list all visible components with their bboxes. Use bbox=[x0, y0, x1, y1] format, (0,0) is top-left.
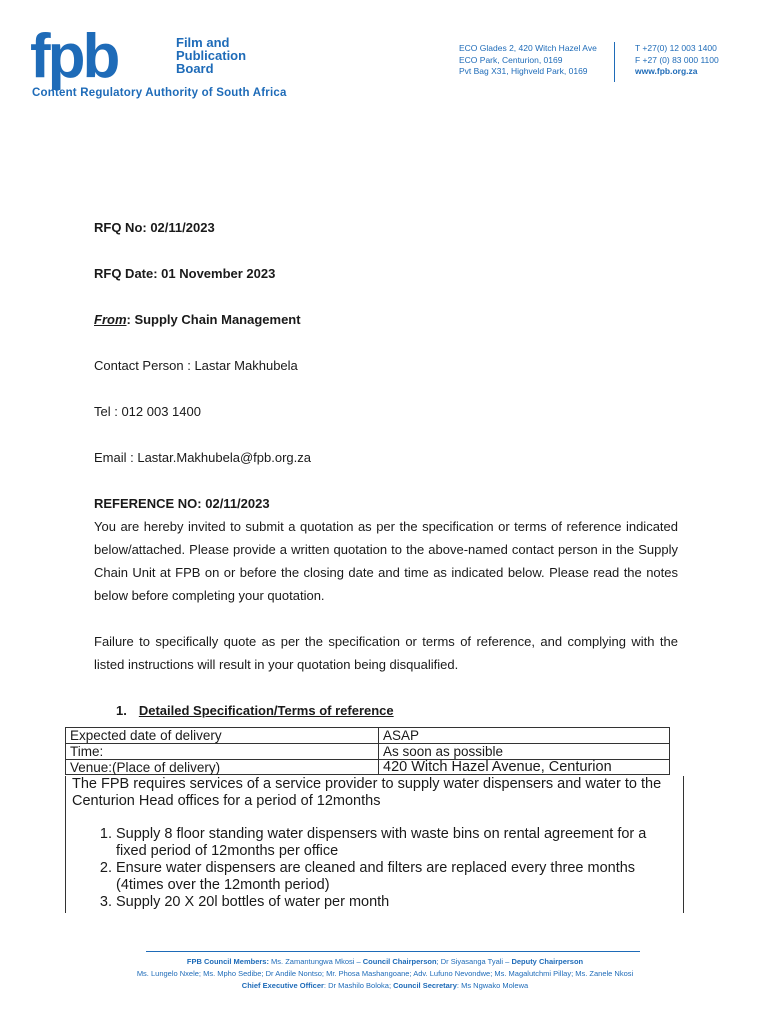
footer-role: Deputy Chairperson bbox=[511, 957, 584, 966]
footer-role: Council Chairperson bbox=[362, 957, 437, 966]
org-name-line: Film and bbox=[176, 35, 230, 50]
footer-text: : Ms Ngwako Molewa bbox=[456, 981, 529, 990]
table-row bbox=[65, 727, 670, 743]
footer-text: : Dr Mashilo Boloka; bbox=[323, 981, 394, 990]
table-cell-value: 420 Witch Hazel Avenue, Centurion bbox=[383, 759, 612, 775]
table-cell-value: As soon as possible bbox=[383, 744, 504, 759]
footer-role: Chief Executive Officer bbox=[241, 981, 324, 990]
header-divider bbox=[614, 42, 615, 82]
table-row bbox=[65, 743, 670, 759]
list-item: 3. Supply 20 X 20l bottles of water per month bbox=[116, 894, 666, 911]
table-cell-label: Time: bbox=[66, 744, 379, 759]
disqualification-paragraph: Failure to specifically quote as per the specification or terms of reference, and complying with the listed instructions will result in your quotation being disqualified. bbox=[94, 634, 678, 672]
address-line: Pvt Bag X31, Highveld Park, 0169 bbox=[459, 66, 588, 76]
from-value: : Supply Chain Management bbox=[126, 312, 301, 327]
logo-org-name bbox=[176, 36, 286, 75]
org-name-line: Board bbox=[176, 61, 214, 76]
requirement-list bbox=[66, 826, 666, 911]
contact-block bbox=[635, 43, 719, 78]
contact-person: Contact Person : Lastar Makhubela bbox=[94, 358, 298, 373]
footer-divider bbox=[146, 951, 640, 952]
list-item: 1. Supply 8 floor standing water dispensers with waste bins on rental agreement for a fixed period of 12months per office bbox=[116, 826, 666, 860]
footer-text: ; Dr Siyasanga Tyali – bbox=[436, 957, 512, 966]
footer-text: Ms. Zamantungwa Mkosi – bbox=[268, 957, 363, 966]
footer-council-line bbox=[0, 957, 770, 966]
footer-role: Council Secretary bbox=[393, 981, 457, 990]
reference-number: REFERENCE NO: 02/11/2023 bbox=[94, 496, 270, 511]
header-tel: T +27(0) 12 003 1400 bbox=[635, 43, 717, 53]
website-link[interactable]: www.fpb.org.za bbox=[635, 66, 698, 76]
from-line bbox=[94, 312, 301, 327]
table-right-border bbox=[683, 776, 684, 913]
invitation-paragraph: You are hereby invited to submit a quotation as per the specification or terms of reference indicated below/attached. Please provide a written quotation to the above-named contact person in the Supply Chain Unit at FPB on or before the closing date and time as indicated below. Please read the notes below before completing your quotation. bbox=[94, 519, 678, 603]
org-name-line: Publication bbox=[176, 48, 247, 63]
address-line: ECO Glades 2, 420 Witch Hazel Ave bbox=[459, 43, 597, 53]
logo-mark: fpb bbox=[30, 22, 118, 91]
section-title: Detailed Specification/Terms of reference bbox=[138, 703, 394, 718]
footer-members-line: Ms. Lungelo Nxele; Ms. Mpho Sedibe; Dr Andile Nontso; Mr. Phosa Mashangoane; Adv. Lufuno Nevondwe; Ms. Magalutchmi Pillay; Ms. Zanele Nkosi bbox=[136, 969, 634, 978]
section-number: 1. bbox=[116, 703, 127, 718]
contact-email: Email : Lastar.Makhubela@fpb.org.za bbox=[94, 450, 311, 465]
table-cell-label: Expected date of delivery bbox=[66, 728, 379, 743]
table-cell-label: Venue:(Place of delivery) bbox=[66, 760, 379, 774]
specification-table bbox=[65, 727, 670, 775]
table-row bbox=[65, 759, 670, 775]
section-heading bbox=[116, 703, 394, 718]
from-label: From bbox=[94, 312, 127, 327]
address-block bbox=[459, 43, 597, 78]
specification-description bbox=[65, 776, 685, 913]
contact-tel: Tel : 012 003 1400 bbox=[94, 404, 201, 419]
rfq-date: RFQ Date: 01 November 2023 bbox=[94, 266, 276, 281]
description-text: The FPB requires services of a service provider to supply water dispensers and water to the Centurion Head offices for a period of 12months bbox=[72, 776, 662, 809]
footer-label: FPB Council Members: bbox=[186, 957, 269, 966]
table-cell-value: ASAP bbox=[383, 728, 420, 743]
list-item: 2. Ensure water dispensers are cleaned and filters are replaced every three months (4times over the 12month period) bbox=[116, 860, 666, 894]
tagline: Content Regulatory Authority of South Africa bbox=[32, 87, 287, 99]
header-fax: F +27 (0) 83 000 1100 bbox=[635, 54, 719, 65]
rfq-number: RFQ No: 02/11/2023 bbox=[94, 220, 215, 235]
address-line: ECO Park, Centurion, 0169 bbox=[459, 54, 563, 65]
footer-officers-line bbox=[0, 981, 770, 990]
